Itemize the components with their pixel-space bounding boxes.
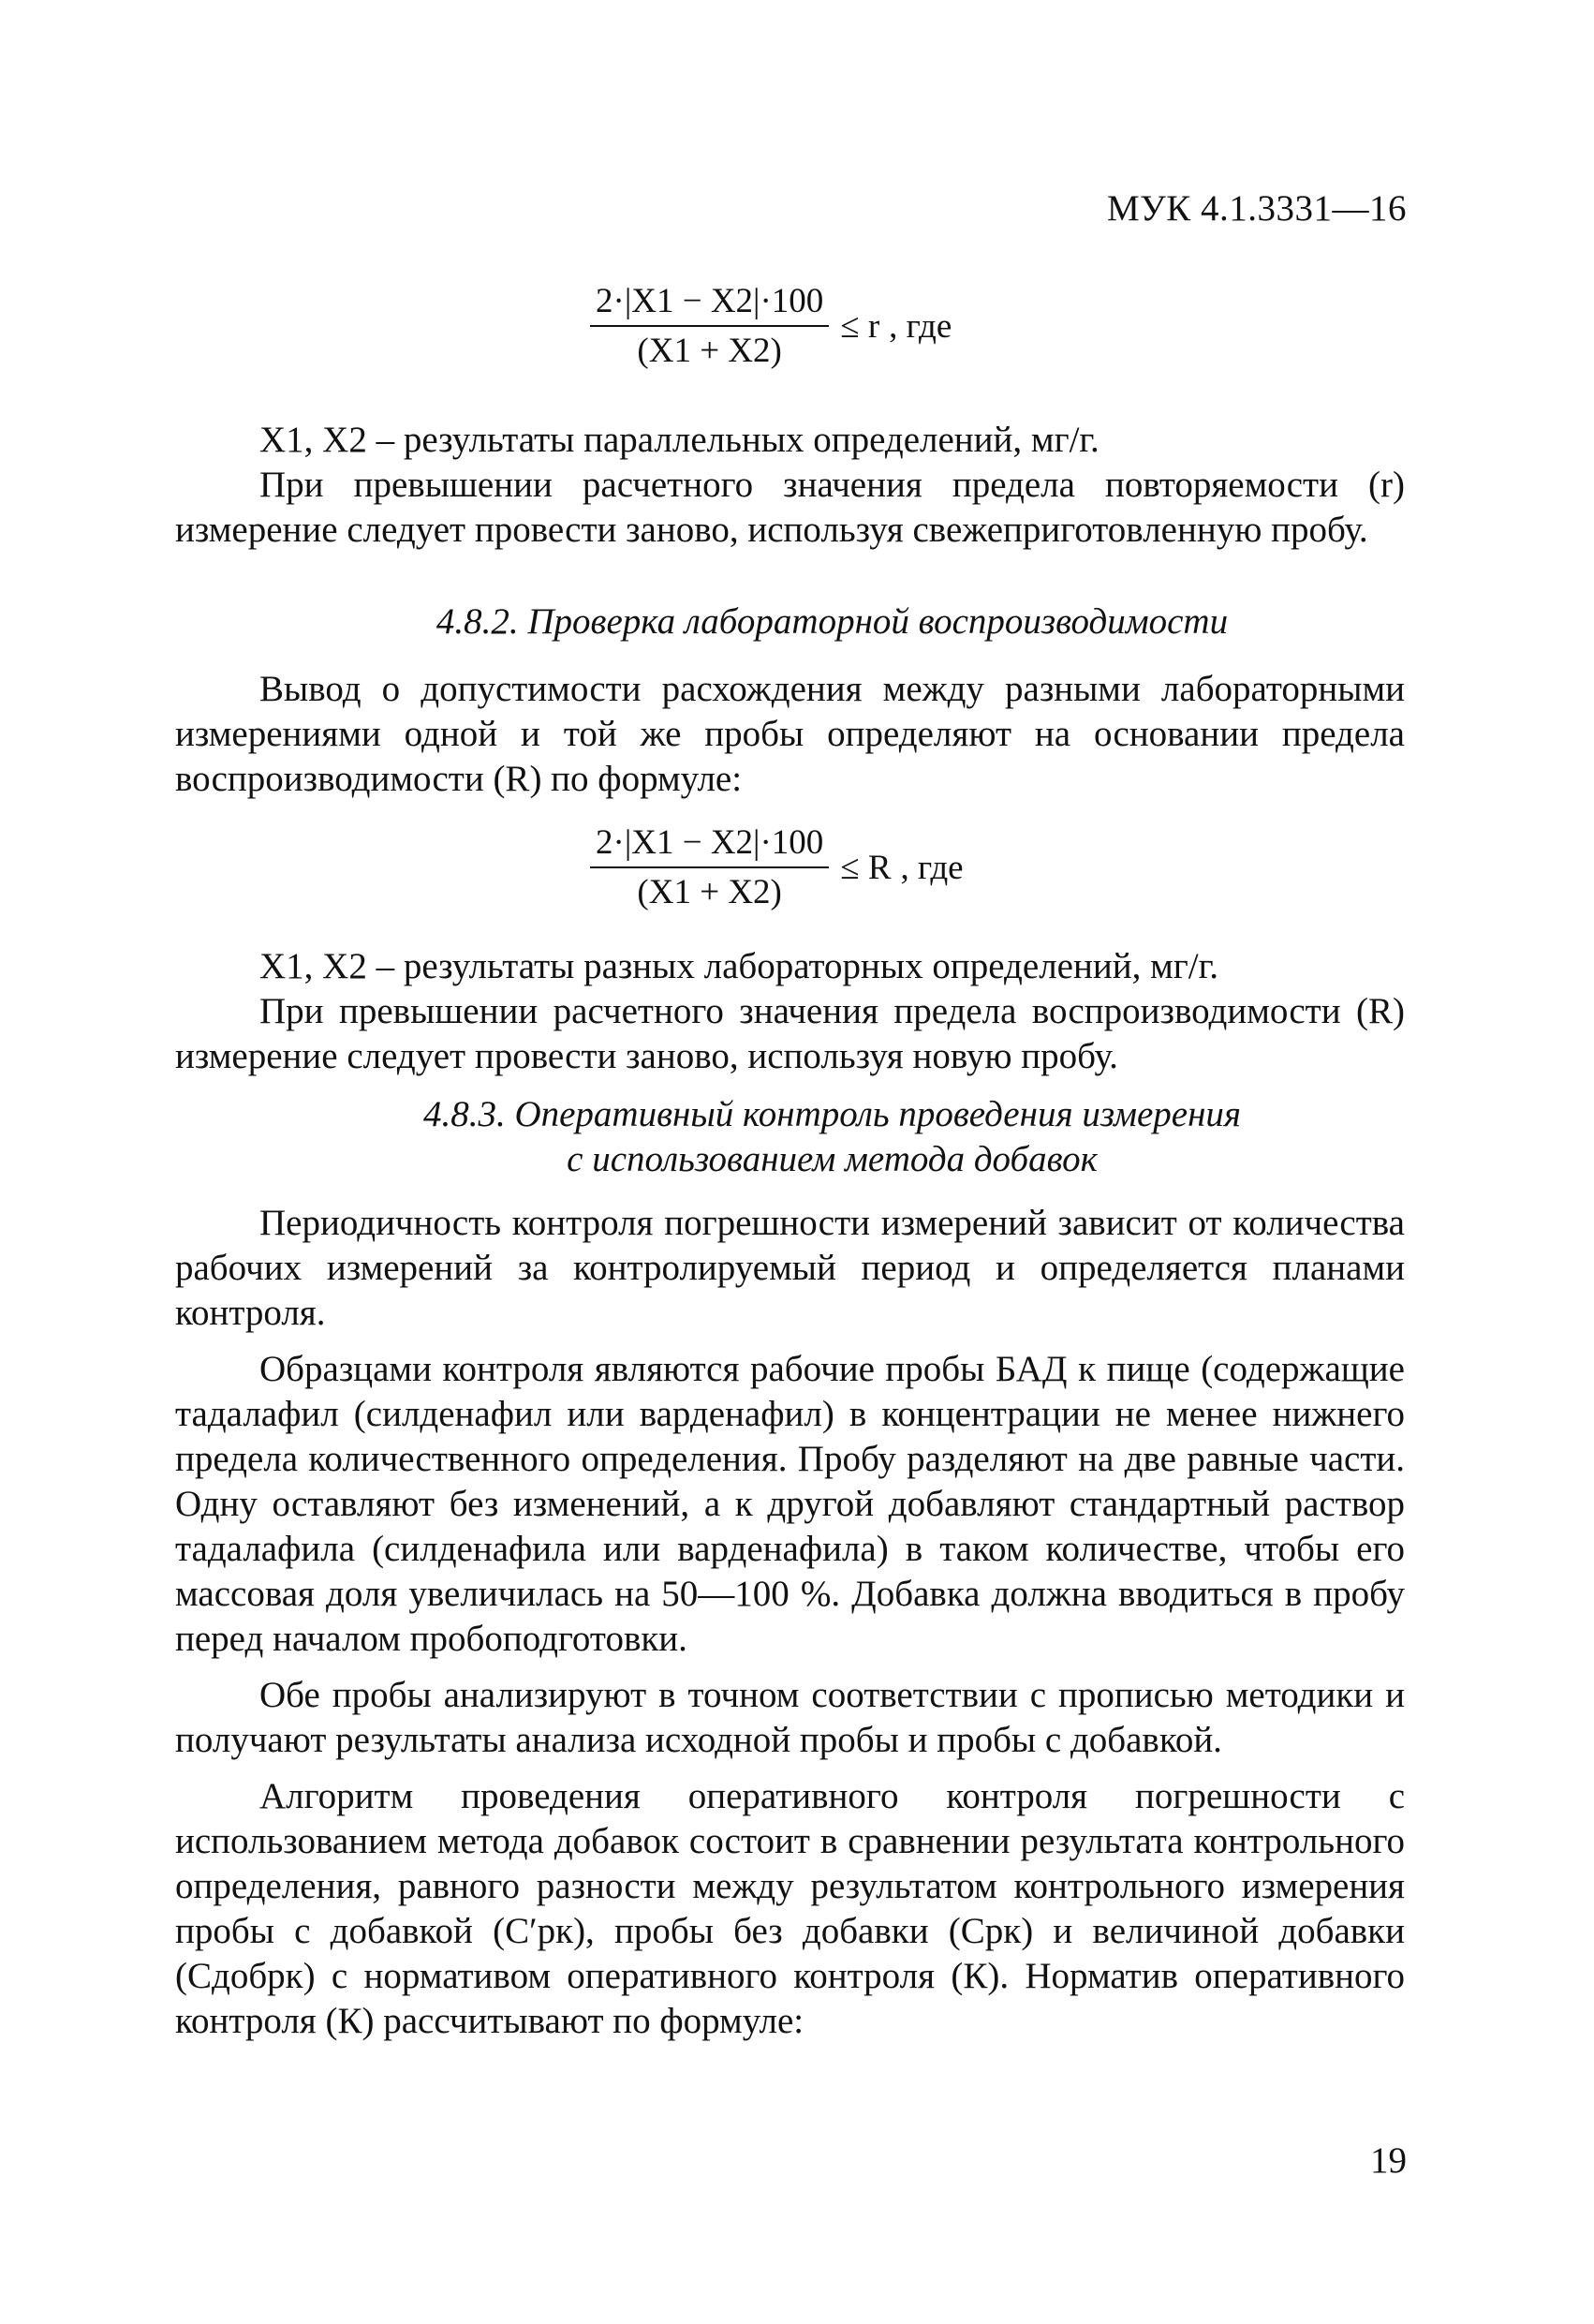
formula-repeatability (590, 281, 952, 371)
formula-r-relation: ≤ r (840, 306, 880, 346)
legend-interlab-results: X1, X2 – результаты разных лабораторных определений, мг/г. (259, 946, 1218, 986)
formula-R-denominator: (X1 + X2) (637, 873, 782, 911)
paragraph-control-algorithm: Алгоритм проведения оперативного контроля погрешности с использованием метода добавок состоит в сравнении результата контрольного определения, равного разности между результатом контрольного измерения пробы с добавкой (C′рк), пробы без добавки (Cрк) и величиной добавки (Cдобрк) с нормативом оперативного контроля (К). Норматив оперативного контроля (К) рассчитывают по формуле: (175, 1776, 1405, 2041)
heading-4-8-3-line1: 4.8.3. Оперативный контроль проведения измерения (422, 1094, 1242, 1134)
paragraph-repeatability-exceeded: При превышении расчетного значения предела повторяемости (r) измерение следует провести заново, используя свежеприготовленную пробу. (175, 465, 1405, 550)
text-section-2 (175, 600, 1405, 644)
formula-R-suffix: , где (900, 848, 964, 887)
paragraph-reproducibility-intro: Вывод о допустимости расхождения между разными лабораторными измерениями одной и той же пробы определяют на основании предела воспроизводимости (R) по формуле: (175, 669, 1405, 799)
formula-r-numerator: 2·|X1 − X2|·100 (590, 281, 829, 327)
formula-r-denominator: (X1 + X2) (637, 332, 782, 370)
formula-reproducibility (590, 822, 964, 912)
paragraph-control-periodicity: Периодичность контроля погрешности измерений зависит от количества рабочих измерений за контролируемый период и определяется планами контроля. (175, 1203, 1405, 1333)
paragraph-both-samples: Обе пробы анализируют в точном соответствии с прописью методики и получают результаты анализа исходной пробы и пробы с добавкой. (175, 1675, 1405, 1760)
text-section-6 (175, 1201, 1405, 2044)
document-code-header: МУК 4.1.3331—16 (1106, 188, 1407, 229)
formula-R-numerator: 2·|X1 − X2|·100 (590, 822, 829, 868)
formula-r-suffix: , где (889, 306, 952, 346)
formula-R-relation: ≤ R (840, 848, 892, 887)
text-section-5 (175, 1092, 1405, 1182)
paragraph-control-samples: Образцами контроля являются рабочие пробы БАД к пище (содержащие тадалафил (силденафил или варденафил) в концентрации не менее нижнего предела количественного определения. Пробу разделяют на две равные части. Одну оставляют без изменений, а к другой добавляют стандартный раствор тадалафила (силденафила или варденафила) в таком количестве, чтобы его массовая доля увеличилась на 50—100 %. Добавка должна вводиться в пробу перед началом пробоподготовки. (175, 1349, 1405, 1659)
page-number: 19 (1370, 2140, 1407, 2181)
text-section-3 (175, 667, 1405, 802)
text-section-4 (175, 944, 1405, 1079)
heading-4-8-3-line2: с использованием метода добавок (567, 1139, 1098, 1179)
paragraph-reproducibility-exceeded: При превышении расчетного значения предела воспроизводимости (R) измерение следует провести заново, используя новую пробу. (175, 991, 1405, 1076)
legend-parallel-results: X1, X2 – результаты параллельных определений, мг/г. (259, 420, 1100, 460)
text-section-1 (175, 418, 1405, 553)
heading-4-8-2: 4.8.2. Проверка лабораторной воспроизводимости (435, 601, 1229, 642)
